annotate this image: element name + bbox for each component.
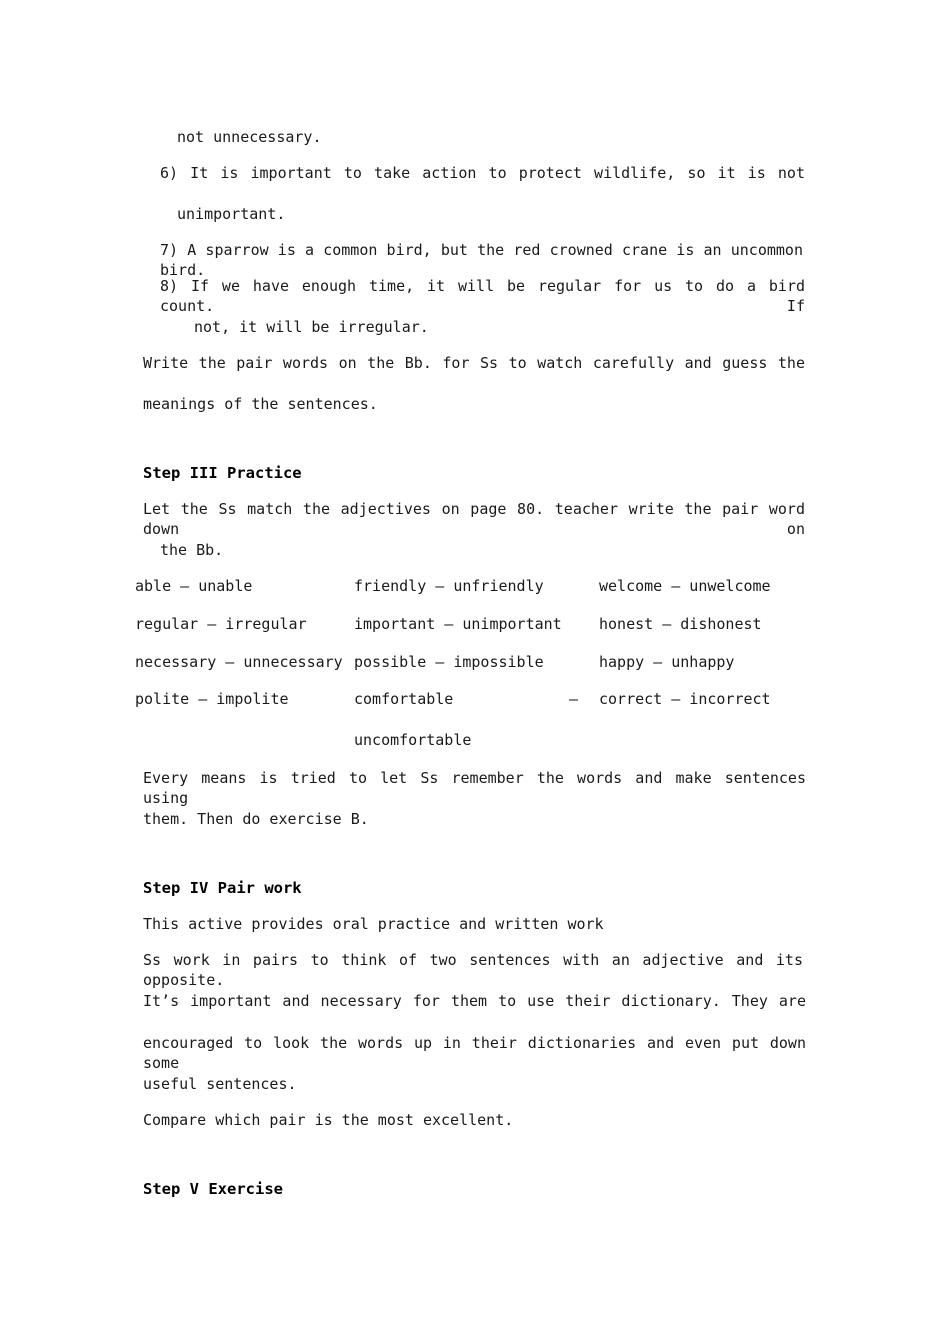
word-pair: uncomfortable: [354, 731, 472, 749]
text-line: not, it will be irregular.: [194, 318, 429, 336]
section-heading: Step III Practice: [143, 464, 302, 482]
text-line: Every means is tried to let Ss remember the words and make sentences using: [143, 769, 806, 807]
word-pair: friendly – unfriendly: [354, 577, 544, 595]
text-line: not unnecessary.: [177, 128, 322, 146]
text-line: encouraged to look the words up in their dictionaries and even put down some: [143, 1034, 806, 1072]
text-line: unimportant.: [177, 205, 286, 223]
text-line: the Bb.: [160, 541, 224, 559]
word-pair: welcome – unwelcome: [599, 577, 771, 595]
word-pair: able – unable: [135, 577, 253, 595]
text-line: Let the Ss match the adjectives on page 80. teacher write the pair word down on: [143, 500, 805, 538]
section-heading: Step IV Pair work: [143, 879, 302, 897]
text-line: This active provides oral practice and written work: [143, 915, 604, 933]
text-line: Write the pair words on the Bb. for Ss to watch carefully and guess the: [143, 354, 805, 372]
word-pair: comfortable: [354, 690, 454, 708]
text-line: 7) A sparrow is a common bird, but the red crowned crane is an uncommon bird.: [160, 241, 803, 279]
word-pair: correct – incorrect: [599, 690, 771, 708]
text-line: Compare which pair is the most excellent.: [143, 1111, 514, 1129]
word-pair: possible – impossible: [354, 653, 544, 671]
word-pair: polite – impolite: [135, 690, 289, 708]
text-line: It’s important and necessary for them to use their dictionary. They are: [143, 992, 806, 1010]
text-line: 6) It is important to take action to protect wildlife, so it is not: [160, 164, 805, 182]
word-pair: honest – dishonest: [599, 615, 762, 633]
text-line: useful sentences.: [143, 1075, 297, 1093]
text-line: 8) If we have enough time, it will be regular for us to do a bird count. If: [160, 277, 805, 315]
text-line: them. Then do exercise B.: [143, 810, 369, 828]
text-line: Ss work in pairs to think of two sentences with an adjective and its opposite.: [143, 951, 803, 989]
section-heading: Step V Exercise: [143, 1180, 283, 1198]
word-pair: happy – unhappy: [599, 653, 735, 671]
word-pair-dash: –: [569, 690, 579, 708]
word-pair: regular – irregular: [135, 615, 307, 633]
word-pair: important – unimportant: [354, 615, 562, 633]
text-line: meanings of the sentences.: [143, 395, 378, 413]
word-pair: necessary – unnecessary: [135, 653, 343, 671]
